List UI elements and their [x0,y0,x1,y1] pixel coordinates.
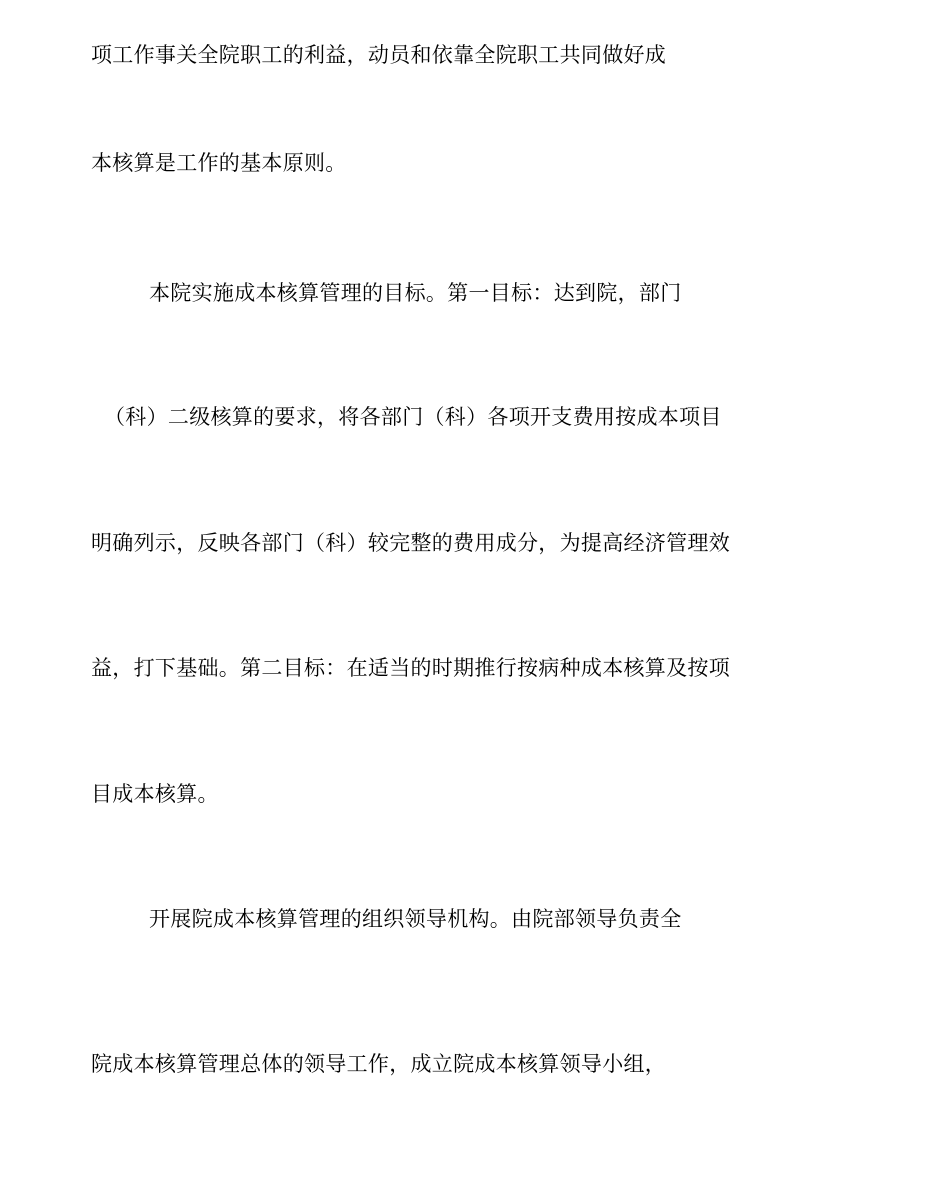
paragraph-line: 本院实施成本核算管理的目标。第一目标：达到院，部门 [149,281,682,305]
paragraph-line: 明确列示，反映各部门（科）较完整的费用成分，为提高经济管理效 [91,531,730,555]
paragraph-line: 益，打下基础。第二目标：在适当的时期推行按病种成本核算及按项 [91,656,730,680]
paragraph-line: 开展院成本核算管理的组织领导机构。由院部领导负责全 [149,907,682,931]
paragraph-line: 目成本核算。 [91,782,219,806]
paragraph-line: 本核算是工作的基本原则。 [91,151,347,175]
paragraph-line: （科）二级核算的要求，将各部门（科）各项开支费用按成本项目 [104,405,722,429]
paragraph-line: 项工作事关全院职工的利益，动员和依靠全院职工共同做好成 [91,43,667,67]
paragraph-line: 院成本核算管理总体的领导工作，成立院成本核算领导小组， [91,1052,667,1076]
